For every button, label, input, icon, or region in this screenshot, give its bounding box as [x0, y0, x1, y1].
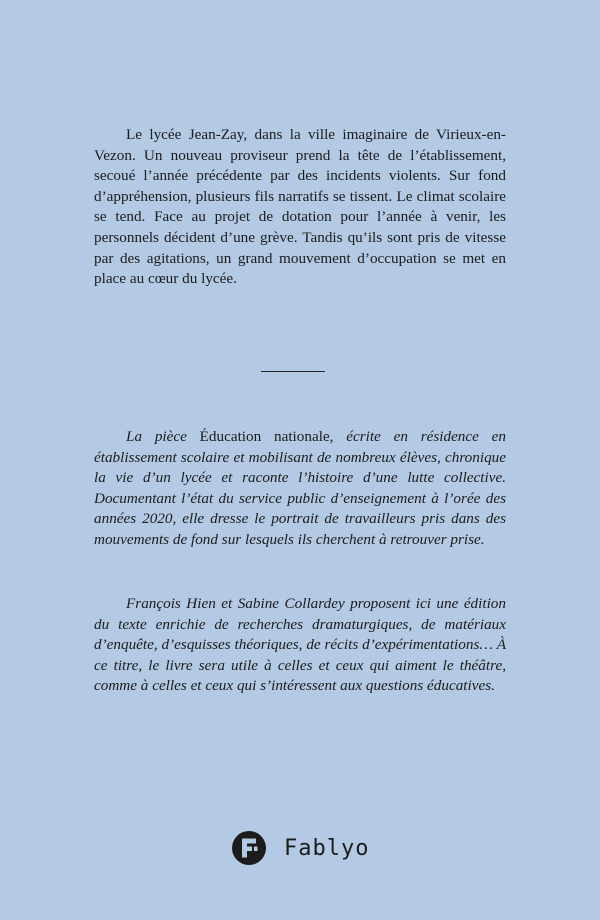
synopsis-paragraph: Le lycée Jean-Zay, dans la ville imaginaire de Virieux-en-Vezon. Un nouveau proviseur prend la tête de l’établissement, secoué l’année précédente par des incidents violents. Sur fond d’appréhension, plusieurs fils narratifs se tissent. Le climat scolaire se tend. Face au projet de dotation pour l’année à venir, les personnels décident d’une grève. Tandis qu’ils sont pris de vitesse par des agitations, un grand mouvement d’occupation se met en place au cœur du lycée. — [94, 126, 506, 288]
play-title: Éducation nationale — [199, 428, 330, 445]
section-divider — [261, 371, 325, 372]
authors-paragraph: François Hien et Sabine Collardey proposent ici une édition du texte enrichie de recherches dramaturgiques, de matériaux d’enquête, d’esquisses théoriques, de récits d’expérimentations… À ce titre, le livre sera utile à celles et ceux qui aiment le théâtre, comme à celles et ceux qui s’intéressent aux questions éducatives. — [94, 595, 506, 695]
play-description-lead: La pièce — [126, 428, 200, 445]
play-description-rest: , écrite en résidence en établissement scolaire et mobilisant de nombreux élèves, chronique la vie d’un lycée et raconte l’histoire d’une lutte collective. Documentant l’état du service public d’enseignement à l’orée des années 2020, elle dresse le portrait de travailleurs pris dans des mouvements de fond sur lesquels ils cherchent à retrouver prise. — [94, 428, 506, 548]
publisher-brand — [232, 830, 369, 866]
fablyo-logo-icon — [232, 831, 266, 865]
publisher-name: Fablyo — [284, 835, 370, 861]
play-description-paragraph — [94, 427, 506, 551]
